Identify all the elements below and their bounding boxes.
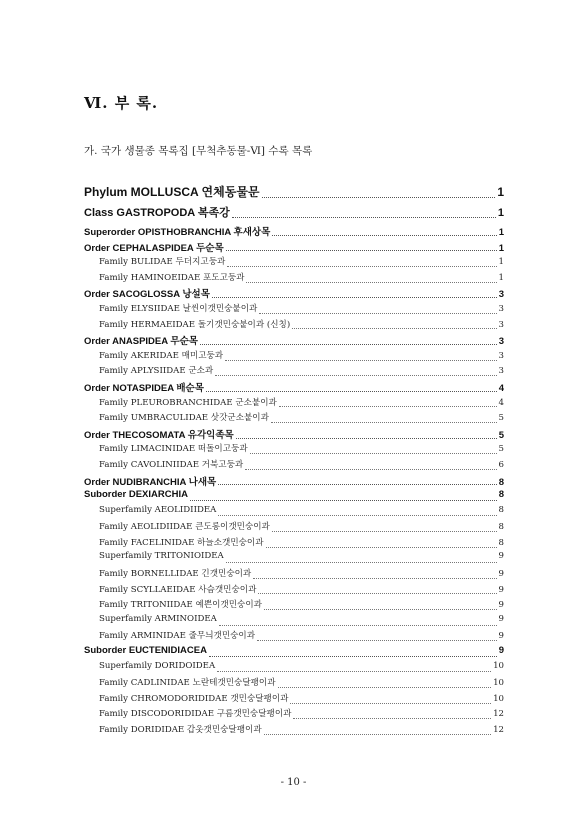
- toc-entry-label: Order CEPHALASPIDEA 두순목: [84, 242, 224, 254]
- toc-entry-page: 9: [498, 645, 504, 657]
- dot-leader: [206, 390, 497, 392]
- toc-entry-label: Phylum MOLLUSCA 연체동물문: [84, 185, 260, 199]
- toc-entry-page: 1: [498, 272, 504, 283]
- toc-entry-page: 9: [498, 569, 504, 580]
- toc-entry-page: 9: [498, 631, 504, 642]
- toc-entry-suborder: [84, 645, 504, 661]
- dot-leader: [250, 452, 497, 454]
- toc-entry-label: Order NOTASPIDEA 배순목: [84, 382, 204, 394]
- dot-leader: [190, 499, 497, 501]
- toc-entry-superfamily: [84, 551, 504, 567]
- toc-entry-family: [84, 598, 504, 614]
- toc-entry-page: 3: [498, 319, 504, 330]
- table-of-contents: [84, 183, 504, 739]
- dot-leader: [271, 421, 497, 423]
- toc-entry-page: 10: [493, 678, 504, 689]
- toc-entry-family: [84, 302, 504, 318]
- dot-leader: [290, 702, 491, 704]
- toc-entry-label: Order NUDIBRANCHIA 나새목: [84, 476, 217, 488]
- toc-entry-superorder: [84, 224, 504, 240]
- toc-entry-order: [84, 333, 504, 349]
- dot-leader: [293, 717, 491, 719]
- toc-entry-superfamily: [84, 505, 504, 521]
- toc-entry-page: 12: [493, 725, 504, 735]
- dot-leader: [217, 670, 491, 672]
- toc-entry-page: 3: [498, 303, 504, 314]
- toc-entry-family: [84, 676, 504, 692]
- toc-entry-page: 1: [498, 257, 504, 268]
- toc-entry-page: 4: [498, 397, 504, 408]
- subtitle: 가. 국가 생물종 목록집 [무척추동물-Ⅵ] 수록 목록: [84, 145, 313, 157]
- dot-leader: [278, 686, 492, 688]
- dot-leader: [257, 639, 496, 641]
- dot-leader: [245, 468, 496, 470]
- dot-leader: [266, 546, 497, 548]
- toc-entry-label: Family BORNELLIDAE 긴갯민숭이과: [99, 569, 252, 580]
- toc-entry-label: Superfamily DORIDOIDEA: [99, 660, 216, 671]
- toc-entry-page: 8: [498, 522, 504, 533]
- toc-entry-page: 5: [498, 413, 504, 424]
- dot-leader: [215, 374, 496, 376]
- toc-entry-page: 3: [498, 289, 504, 301]
- dot-leader: [226, 249, 497, 251]
- toc-entry-label: Family HAMINOEIDAE 포도고둥과: [99, 272, 245, 283]
- toc-entry-page: 3: [498, 350, 504, 361]
- toc-entry-label: Suborder EUCTENIDIACEA: [84, 645, 207, 657]
- dot-leader: [218, 483, 496, 485]
- toc-entry-family: [84, 396, 504, 412]
- dot-leader: [225, 359, 496, 361]
- toc-entry-family: [84, 364, 504, 380]
- toc-entry-label: Family ARMINIDAE 줄무늬갯민숭이과: [99, 631, 256, 642]
- toc-entry-suborder: [84, 489, 504, 505]
- page-number: - 10 -: [280, 777, 307, 788]
- toc-entry-family: [84, 536, 504, 552]
- toc-entry-page: 5: [498, 444, 504, 455]
- dot-leader: [232, 216, 496, 218]
- toc-entry-phylum: [84, 183, 504, 204]
- toc-entry-label: Family BULIDAE 두더지고둥과: [99, 257, 226, 268]
- toc-entry-order: [84, 380, 504, 396]
- toc-entry-page: 10: [493, 660, 504, 671]
- toc-entry-family: [84, 318, 504, 334]
- toc-entry-label: Superorder OPISTHOBRANCHIA 후새상목: [84, 227, 271, 238]
- toc-entry-page: 8: [498, 476, 504, 488]
- dot-leader: [292, 327, 496, 329]
- toc-entry-label: Order SACOGLOSSA 낭설목: [84, 289, 210, 301]
- toc-entry-page: 1: [497, 185, 504, 199]
- dot-leader: [272, 234, 496, 236]
- toc-entry-page: 3: [498, 366, 504, 377]
- toc-entry-label: Superfamily ARMINOIDEA: [99, 613, 217, 624]
- toc-entry-family: [84, 458, 504, 474]
- toc-entry-page: 10: [493, 693, 504, 704]
- dot-leader: [259, 312, 496, 314]
- toc-entry-label: Family TRITONIIDAE 예쁜이갯민숭이과: [99, 600, 262, 611]
- toc-entry-family: [84, 255, 504, 271]
- toc-entry-label: Family SCYLLAEIDAE 사슴갯민숭이과: [99, 584, 257, 595]
- toc-entry-family: [84, 567, 504, 583]
- dot-leader: [258, 592, 496, 594]
- toc-entry-family: [84, 271, 504, 287]
- toc-entry-label: Family LIMACINIDAE 떠돌이고둥과: [99, 444, 248, 455]
- toc-entry-family: [84, 411, 504, 427]
- toc-entry-order: [84, 427, 504, 443]
- section-title: Ⅵ. 부 록.: [84, 94, 159, 112]
- dot-leader: [272, 530, 497, 532]
- dot-leader: [212, 296, 497, 298]
- toc-entry-page: 5: [498, 429, 504, 441]
- toc-entry-order: [84, 240, 504, 256]
- dot-leader: [246, 281, 496, 283]
- toc-entry-order: [84, 286, 504, 302]
- toc-entry-label: Family DORIDIDAE 갑옷갯민숭달팽이과: [99, 725, 262, 735]
- toc-entry-label: Family CADLINIDAE 노란테갯민숭달팽이과: [99, 678, 276, 689]
- toc-entry-page: 8: [498, 489, 504, 501]
- toc-entry-page: 8: [498, 537, 504, 548]
- toc-entry-family: [84, 707, 504, 723]
- toc-entry-page: 3: [498, 336, 504, 348]
- toc-entry-family: [84, 442, 504, 458]
- toc-entry-family: [84, 520, 504, 536]
- toc-entry-label: Order ANASPIDEA 무순목: [84, 336, 198, 348]
- toc-entry-class: [84, 204, 504, 224]
- dot-leader: [209, 655, 497, 657]
- toc-entry-page: 9: [498, 584, 504, 595]
- toc-entry-label: Family HERMAEIDAE 돌기갯민숭붙이과 (신칭): [99, 319, 291, 330]
- toc-entry-page: 9: [498, 613, 504, 624]
- toc-entry-page: 1: [498, 227, 504, 238]
- toc-entry-page: 9: [498, 600, 504, 611]
- dot-leader: [218, 514, 496, 516]
- toc-entry-label: Family UMBRACULIDAE 삿갓군소붙이과: [99, 413, 269, 424]
- toc-entry-label: Family DISCODORIDIDAE 구름갯민숭달팽이과: [99, 709, 292, 720]
- toc-entry-family: [84, 349, 504, 365]
- toc-entry-family: [84, 692, 504, 708]
- dot-leader: [253, 577, 496, 579]
- dot-leader: [264, 608, 497, 610]
- dot-leader: [219, 624, 497, 626]
- toc-entry-label: Family CAVOLINIIDAE 거북고둥과: [99, 459, 244, 470]
- toc-entry-page: 6: [498, 459, 504, 470]
- dot-leader: [236, 437, 497, 439]
- dot-leader: [264, 733, 491, 735]
- toc-entry-page: 4: [498, 382, 504, 394]
- toc-entry-superfamily: [84, 661, 504, 677]
- toc-entry-label: Superfamily TRITONIOIDEA: [99, 551, 224, 562]
- toc-entry-page: 12: [493, 709, 504, 720]
- toc-entry-family: [84, 723, 504, 739]
- toc-entry-page: 1: [498, 242, 504, 254]
- toc-entry-superfamily: [84, 614, 504, 630]
- toc-entry-label: Family CHROMODORIDIDAE 갯민숭달팽이과: [99, 693, 289, 704]
- toc-entry-order: [84, 474, 504, 490]
- toc-entry-label: Superfamily AEOLIDIIDEA: [99, 504, 217, 515]
- toc-entry-page: 8: [498, 504, 504, 515]
- toc-entry-label: Family AKERIDAE 매미고둥과: [99, 350, 224, 361]
- toc-entry-label: Family FACELINIDAE 하늘소갯민숭이과: [99, 537, 264, 548]
- toc-entry-label: Family AEOLIDIIDAE 큰도롱이갯민숭이과: [99, 522, 270, 533]
- toc-entry-page: 9: [498, 551, 504, 562]
- dot-leader: [227, 265, 496, 267]
- toc-entry-label: Family PLEUROBRANCHIDAE 군소붙이과: [99, 397, 277, 408]
- toc-entry-label: Class GASTROPODA 복족강: [84, 207, 230, 219]
- toc-entry-family: [84, 629, 504, 645]
- dot-leader: [200, 343, 497, 345]
- dot-leader: [226, 561, 497, 563]
- toc-entry-label: Suborder DEXIARCHIA: [84, 489, 188, 501]
- toc-entry-page: 1: [497, 207, 504, 219]
- toc-entry-label: Order THECOSOMATA 유각익족목: [84, 429, 234, 441]
- dot-leader: [279, 405, 497, 407]
- toc-entry-family: [84, 583, 504, 599]
- toc-entry-label: Family ELYSIIDAE 날씬이갯민숭붙이과: [99, 303, 258, 314]
- toc-entry-label: Family APLYSIIDAE 군소과: [99, 366, 214, 377]
- dot-leader: [262, 196, 496, 198]
